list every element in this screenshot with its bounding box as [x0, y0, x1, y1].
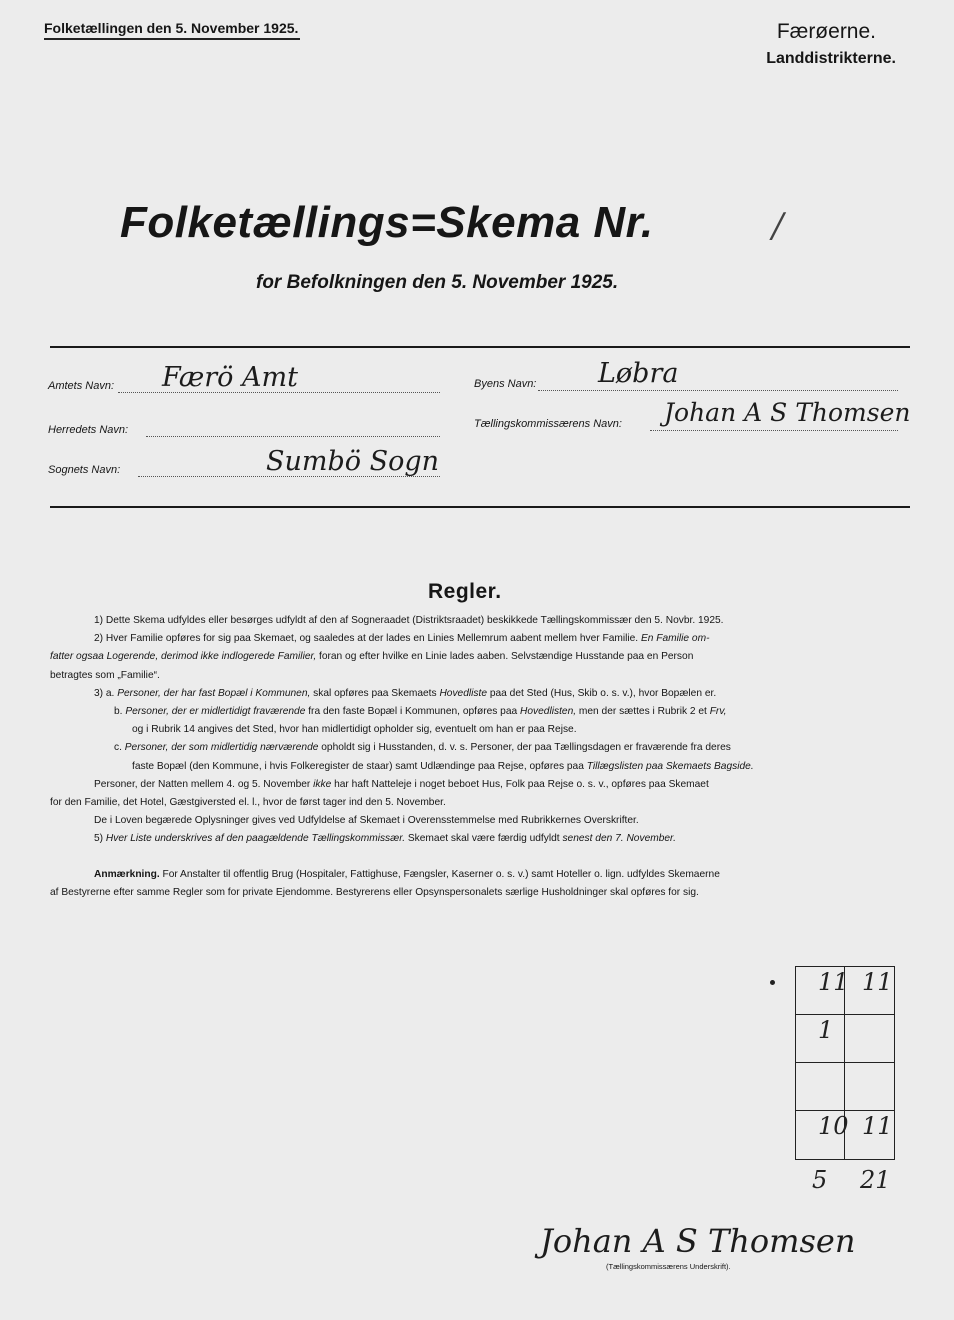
tally-row-divider — [796, 1062, 894, 1063]
regler-text-run: Personer, der er midlertidigt fraværende — [125, 706, 306, 717]
regler-text-run: c. — [114, 742, 125, 754]
regler-text-run: Personer, der har fast Bopæl i Kommunen, — [117, 687, 311, 699]
regler-text-run: fatter ogsaa Logerende, derimod ikke indlogerede Familier, — [50, 651, 317, 663]
regler-text-run: ikke — [313, 778, 332, 790]
regler-line — [50, 776, 902, 794]
regler-text-run: Personer, der som midlertidig nærværende — [124, 742, 319, 754]
header-region: Færøerne. — [776, 20, 876, 43]
tally-value: 11 — [862, 1112, 893, 1140]
regler-text-run: fra den faste Bopæl i Kommunen, opføres paa — [305, 706, 521, 717]
sogn-label: Sognets Navn: — [48, 464, 121, 476]
regler-text-run: 3) a. — [94, 687, 118, 699]
form-number-handwritten: / — [772, 206, 784, 246]
tally-value: 11 — [818, 968, 849, 996]
regler-text-run: foran og efter hvilke en Linie lades aaben. Selvstændige Husstande paa en Person — [316, 651, 694, 663]
divider-bottom — [50, 506, 910, 508]
herred-label: Herredets Navn: — [48, 424, 129, 436]
regler-line — [50, 703, 902, 721]
tally-value: 1 — [818, 1016, 834, 1044]
sogn-value-handwritten: Sumbö Sogn — [266, 446, 440, 477]
regler-line — [50, 721, 902, 739]
regler-text-run: betragtes som „Familie“. — [50, 669, 160, 681]
regler-text-run: og i Rubrik 14 angives det Sted, hvor han midlertidigt opholder sig, eventuelt om han er paa Rejse. — [132, 724, 577, 736]
header-census-date: Folketællingen den 5. November 1925. — [44, 20, 300, 40]
regler-line — [50, 830, 902, 848]
regler-text-run: skal opføres paa Skemaets — [310, 687, 440, 699]
regler-text-run: En Familie om- — [640, 633, 710, 645]
amt-label: Amtets Navn: — [48, 380, 115, 392]
regler-text-run: 5) — [94, 833, 106, 845]
tally-bullet — [770, 980, 775, 985]
regler-text-run: for den Familie, det Hotel, Gæstgiversted el. l., hvor de først tager ind den 5. November. — [50, 797, 446, 808]
form-subtitle: for Befolkningen den 5. November 1925. — [256, 272, 619, 293]
kommissaer-value-handwritten: Johan A S Thomsen — [664, 398, 911, 427]
regler-text-run: 2) Hver Familie opføres for sig paa Skemaet, og saaledes at der lades en Linies Mellemrum aabent mellem hver Familie. — [94, 633, 641, 645]
byens-label: Byens Navn: — [474, 378, 537, 390]
regler-text-run: Hver Liste underskrives af den paagældende Tællingskommissær. — [105, 833, 406, 845]
regler-text-run: De i Loven begærede Oplysninger gives ved Udfyldelse af Skemaet i Overensstemmelse med Rubrikkernes Overskrifter. — [94, 815, 639, 827]
tally-value: 10 — [818, 1112, 849, 1140]
regler-text-run: Hovedliste — [439, 687, 488, 699]
amt-value-handwritten: Færö Amt — [162, 362, 298, 393]
regler-line — [50, 667, 902, 685]
regler-text-run: Skemaet skal være færdig udfyldt — [405, 833, 563, 845]
regler-text-run: Hovedlisten, — [520, 706, 577, 717]
regler-line — [50, 685, 902, 703]
regler-heading: Regler. — [428, 580, 502, 603]
regler-line — [50, 612, 902, 630]
regler-text-run: senest den 7. November. — [562, 833, 676, 845]
byens-value-handwritten: Løbra — [598, 358, 679, 389]
signature-handwritten: Johan A S Thomsen — [540, 1222, 856, 1260]
regler-text-run: b. — [114, 706, 126, 717]
tally-row-divider — [796, 1014, 894, 1015]
divider-top — [50, 346, 910, 348]
herred-dotted-line — [146, 436, 440, 437]
tally-value: 11 — [862, 968, 893, 996]
kommissaer-dotted-line — [650, 430, 898, 431]
regler-line — [50, 812, 902, 830]
regler-text-run: Frv, — [709, 706, 727, 717]
regler-text-run: Personer, der Natten mellem 4. og 5. November — [94, 778, 314, 790]
regler-line — [50, 648, 902, 666]
regler-text-run: opholdt sig i Husstanden, d. v. s. Personer, der paa Tællingsdagen er fraværende fra deres — [318, 742, 731, 754]
regler-text-run: For Anstalter til offentlig Brug (Hospitaler, Fattighuse, Fængsler, Kaserner o. s. v.) samt Hoteller o. lign. udfyldes Skemaerne — [159, 869, 720, 880]
regler-text-run: paa det Sted (Hus, Skib o. s. v.), hvor Bopælen er. — [487, 687, 717, 699]
tally-row-divider — [796, 1110, 894, 1111]
regler-text-run: af Bestyrerne efter samme Regler som for private Ejendomme. Bestyrerens eller Opsynspersonalets særlige Husholdninger skal opføres for sig. — [50, 887, 699, 899]
regler-text-run: Tillægslisten paa Skemaets Bagside. — [586, 760, 754, 772]
regler-text-run: har haft Natteleje i noget beboet Hus, Folk paa Rejse o. s. v., opføres paa Skemaet — [331, 778, 709, 790]
kommissaer-label: Tællingskommissærens Navn: — [474, 418, 622, 430]
regler-line — [50, 794, 902, 812]
regler-text-run: 1) Dette Skema udfyldes eller besørges udfyldt af den af Sogneraadet (Distriktsraadet) beskikkede Tællingskommissær den 5. Novbr. 1925. — [94, 615, 724, 626]
regler-line — [50, 758, 902, 776]
header-district: Landdistrikterne. — [766, 50, 896, 67]
regler-text-run: Anmærkning. — [94, 869, 160, 880]
tally-total: 5 — [812, 1166, 828, 1194]
regler-line — [50, 884, 902, 902]
regler-line — [50, 630, 902, 648]
form-title: Folketællings=Skema Nr. — [120, 198, 654, 247]
regler-text-run: faste Bopæl (den Kommune, i hvis Folkeregister de staar) samt Udlændinge paa Rejse, opføres paa — [132, 760, 587, 772]
byens-dotted-line — [538, 390, 898, 391]
signature-caption: (Tællingskommissærens Underskrift). — [606, 1262, 731, 1271]
tally-total: 21 — [860, 1166, 891, 1194]
regler-line — [50, 739, 902, 757]
regler-text-run: men der sættes i Rubrik 2 et — [576, 706, 710, 717]
regler-line — [50, 866, 902, 884]
